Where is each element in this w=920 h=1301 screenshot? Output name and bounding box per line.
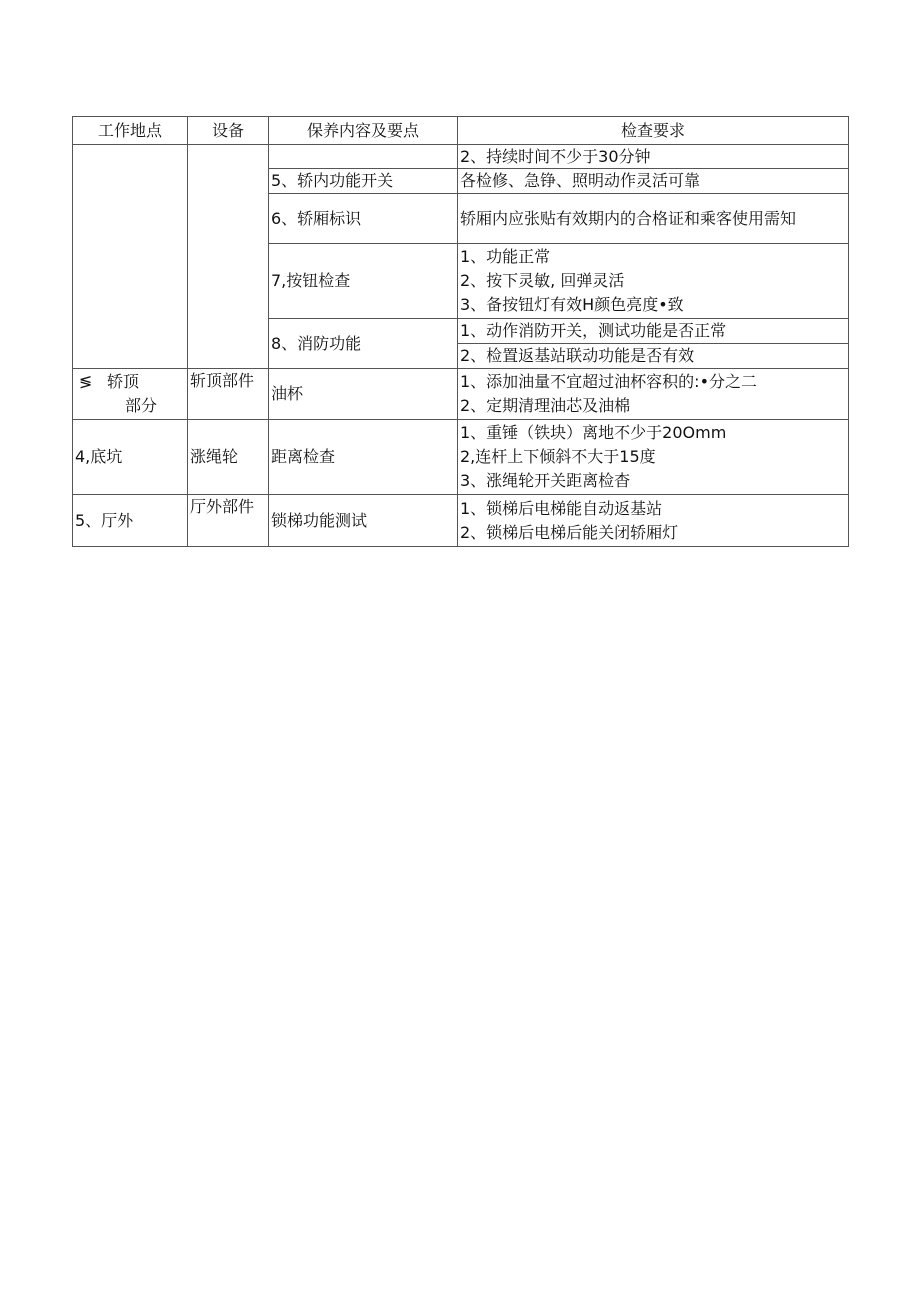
requirement-line: 2、按下灵敏, 回弹灵活 bbox=[460, 271, 625, 290]
requirement-cell bbox=[458, 369, 849, 420]
requirement-line: 2,连杆上下倾斜不大于15度 bbox=[460, 447, 656, 466]
content-cell: 8、消防功能 bbox=[269, 319, 458, 369]
header-equipment: 设备 bbox=[188, 117, 269, 145]
requirement-cell bbox=[458, 495, 849, 547]
requirement-cell bbox=[458, 169, 849, 194]
requirement-cell bbox=[458, 145, 849, 169]
table-header-row bbox=[73, 117, 849, 145]
car-top-location-cell bbox=[73, 369, 188, 420]
requirement-cell bbox=[458, 194, 849, 244]
requirement-cell bbox=[458, 319, 849, 369]
maintenance-table bbox=[72, 116, 849, 547]
content-cell: 锁梯功能测试 bbox=[269, 495, 458, 547]
content-cell: 油杯 bbox=[269, 369, 458, 420]
requirement-line: 2、锁梯后电梯后能关闭轿厢灯 bbox=[460, 522, 679, 542]
table-row bbox=[73, 145, 849, 169]
header-content: 保养内容及要点 bbox=[269, 117, 458, 145]
header-location: 工作地点 bbox=[73, 117, 188, 145]
requirement-line: 2、定期清理油芯及油棉 bbox=[460, 396, 631, 415]
equipment-cell: 涨绳轮 bbox=[188, 420, 269, 495]
content-cell bbox=[269, 145, 458, 169]
requirement-line: 1、动作消防开关，测试功能是否正常 bbox=[458, 319, 848, 344]
requirement-cell bbox=[458, 420, 849, 495]
requirement-line: 3、涨绳轮开关距离检杳 bbox=[460, 471, 631, 490]
car-equipment-cell bbox=[188, 145, 269, 369]
requirement-line: 轿厢内应张贴有效期内的合格证和乘客使用需知 bbox=[460, 208, 797, 228]
location-line-1: 轿顶 bbox=[107, 372, 140, 391]
requirement-line: 3、备按钮灯有效H颜色亮度•致 bbox=[460, 295, 684, 314]
requirement-line: 1、重锤（铁块）离地不少于20Omm bbox=[460, 423, 727, 442]
content-cell: 6、轿厢标识 bbox=[269, 194, 458, 244]
requirement-line: 2、检置返基站联动功能是否有效 bbox=[460, 346, 695, 365]
table-row bbox=[73, 495, 849, 547]
equipment-cell: 厅外部件 bbox=[188, 495, 269, 547]
table-row bbox=[73, 420, 849, 495]
requirement-line: 各检修、急铮、照明动作灵活可靠 bbox=[460, 171, 701, 190]
requirement-line: 2、持续时间不少于30分钟 bbox=[460, 146, 651, 166]
location-cell: 4,底坑 bbox=[73, 420, 188, 495]
car-location-cell bbox=[73, 145, 188, 369]
location-cell: 5、厅外 bbox=[73, 495, 188, 547]
location-mark: ≶ bbox=[79, 372, 93, 391]
location-line-2: 部分 bbox=[125, 396, 158, 415]
content-cell: 距离检查 bbox=[269, 420, 458, 495]
requirement-line: 1、添加油量不宜超过油杯容积的:•分之二 bbox=[460, 372, 758, 391]
requirement-cell bbox=[458, 244, 849, 319]
equipment-cell: 斩顶部件 bbox=[188, 369, 269, 420]
header-requirement: 检查要求 bbox=[458, 117, 849, 145]
content-cell: 5、轿内功能开关 bbox=[269, 169, 458, 194]
content-cell: 7,按钮检查 bbox=[269, 244, 458, 319]
table-row bbox=[73, 369, 849, 420]
requirement-line: 1、锁梯后电梯能自动返基站 bbox=[460, 498, 663, 518]
requirement-line: 1、功能正常 bbox=[460, 247, 551, 266]
